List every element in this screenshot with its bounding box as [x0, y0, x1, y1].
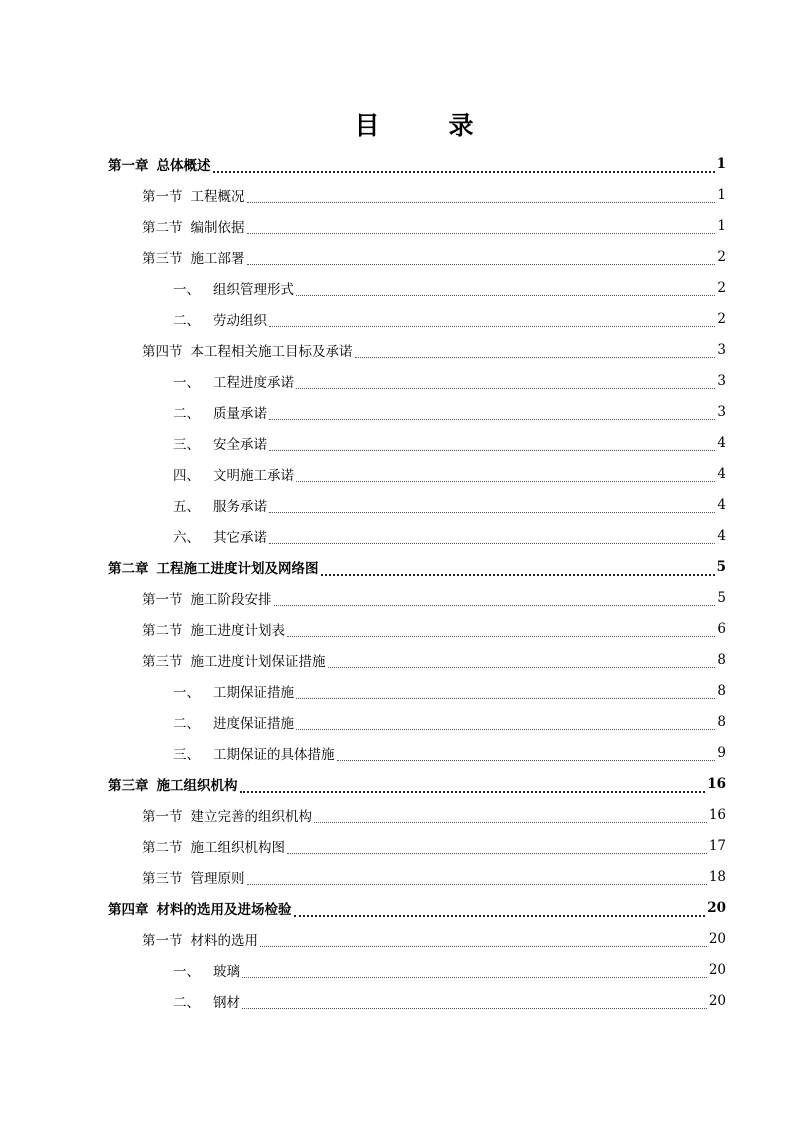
toc-entry-title: 安全承诺: [213, 436, 267, 453]
toc-entry-number: 第一节: [142, 188, 183, 205]
dot-leader: [296, 285, 715, 296]
toc-entry-number: 第三章: [108, 777, 149, 794]
toc-entry-title: 工期保证措施: [213, 684, 294, 701]
toc-entry-title: 工程概况: [190, 188, 245, 205]
toc-entry-number: 第二章: [108, 560, 149, 577]
dot-leader: [314, 812, 707, 823]
toc-entry-page: 2: [717, 310, 726, 327]
toc-entry-title: 材料的选用及进场检验: [156, 901, 292, 918]
dot-leader: [242, 967, 707, 978]
dot-leader: [296, 688, 715, 699]
toc-entry-page: 4: [717, 527, 726, 544]
toc-entry-number: 二、: [173, 994, 200, 1011]
toc-subsection[interactable]: [108, 675, 726, 706]
toc-section[interactable]: [108, 582, 726, 613]
toc-subsection[interactable]: [108, 396, 726, 427]
toc-entry-title: 质量承诺: [213, 405, 267, 422]
toc-entry-page: 4: [717, 434, 726, 451]
toc-entry-page: 20: [708, 961, 726, 978]
dot-leader: [287, 843, 707, 854]
toc-entry-number: 第一节: [142, 808, 183, 825]
toc-entry-number: 第二节: [142, 839, 183, 856]
toc-entry-page: 20: [707, 899, 726, 916]
toc-entry-number: 第四节: [142, 343, 183, 360]
dot-leader: [269, 409, 715, 420]
dot-leader: [260, 936, 707, 947]
toc-subsection[interactable]: [108, 737, 726, 768]
toc-entry-title: 本工程相关施工目标及承诺: [190, 343, 353, 360]
toc-entry-number: 第四章: [108, 901, 149, 918]
dot-leader: [269, 533, 715, 544]
toc-chapter-3[interactable]: [108, 768, 726, 799]
toc-entry-number: 一、: [173, 374, 200, 391]
toc-entry-page: 3: [717, 341, 726, 358]
dot-leader: [355, 347, 716, 358]
toc-section[interactable]: [108, 923, 726, 954]
toc-subsection[interactable]: [108, 985, 726, 1016]
toc-entry-title: 工程进度承诺: [213, 374, 294, 391]
dot-leader: [328, 657, 716, 668]
toc-subsection[interactable]: [108, 954, 726, 985]
dot-leader: [269, 316, 715, 327]
toc-subsection[interactable]: [108, 427, 726, 458]
toc-entry-page: 20: [708, 992, 726, 1009]
dot-leader: [296, 378, 715, 389]
toc-section[interactable]: [108, 644, 726, 675]
toc-entry-number: 一、: [173, 281, 200, 298]
toc-entry-title: 进度保证措施: [213, 715, 294, 732]
dot-leader: [321, 564, 715, 576]
toc-entry-number: 一、: [173, 963, 200, 980]
toc-entry-number: 六、: [173, 529, 200, 546]
toc-chapter-2[interactable]: [108, 551, 726, 582]
toc-entry-number: 第三节: [142, 250, 183, 267]
dot-leader: [269, 440, 715, 451]
toc-entry-page: 2: [717, 248, 726, 265]
toc-entry-number: 二、: [173, 312, 200, 329]
toc-entry-title: 玻璃: [213, 963, 240, 980]
toc-section[interactable]: [108, 241, 726, 272]
table-of-contents: [108, 148, 726, 1016]
toc-entry-number: 一、: [173, 684, 200, 701]
dot-leader: [296, 719, 715, 730]
dot-leader: [287, 626, 715, 637]
toc-entry-title: 工期保证的具体措施: [213, 746, 335, 763]
toc-entry-page: 1: [717, 186, 726, 203]
toc-subsection[interactable]: [108, 489, 726, 520]
toc-chapter-4[interactable]: [108, 892, 726, 923]
dot-leader: [240, 781, 706, 793]
toc-section[interactable]: [108, 334, 726, 365]
dot-leader: [247, 254, 716, 265]
toc-entry-title: 服务承诺: [213, 498, 267, 515]
dot-leader: [247, 874, 707, 885]
dot-leader: [242, 998, 707, 1009]
toc-section[interactable]: [108, 179, 726, 210]
toc-entry-number: 三、: [173, 436, 200, 453]
toc-entry-title: 施工进度计划表: [190, 622, 285, 639]
toc-entry-page: 4: [717, 496, 726, 513]
dot-leader: [213, 161, 715, 173]
toc-entry-number: 二、: [173, 405, 200, 422]
toc-entry-page: 5: [716, 558, 726, 575]
toc-entry-page: 8: [717, 682, 726, 699]
toc-entry-page: 3: [717, 372, 726, 389]
dot-leader: [269, 502, 715, 513]
toc-entry-number: 第三节: [142, 653, 183, 670]
toc-entry-number: 第一章: [108, 157, 149, 174]
toc-entry-number: 第三节: [142, 870, 183, 887]
toc-entry-page: 2: [717, 279, 726, 296]
toc-entry-title: 总体概述: [156, 157, 211, 174]
toc-subsection[interactable]: [108, 365, 726, 396]
toc-section[interactable]: [108, 861, 726, 892]
toc-entry-title: 施工组织机构图: [190, 839, 285, 856]
toc-title: 目 录: [354, 111, 496, 140]
toc-entry-page: 1: [716, 155, 726, 172]
toc-entry-title: 施工进度计划保证措施: [190, 653, 326, 670]
toc-entry-page: 20: [708, 930, 726, 947]
dot-leader: [337, 750, 716, 761]
dot-leader: [247, 223, 716, 234]
toc-subsection[interactable]: [108, 520, 726, 551]
toc-entry-title: 劳动组织: [213, 312, 267, 329]
toc-entry-page: 16: [707, 775, 726, 792]
toc-entry-page: 5: [717, 589, 726, 606]
toc-entry-page: 6: [717, 620, 726, 637]
toc-entry-title: 管理原则: [190, 870, 245, 887]
toc-entry-number: 第二节: [142, 622, 183, 639]
toc-entry-page: 17: [708, 837, 726, 854]
toc-entry-number: 第二节: [142, 219, 183, 236]
toc-entry-title: 施工阶段安排: [190, 591, 272, 608]
toc-entry-number: 五、: [173, 498, 200, 515]
toc-entry-title: 施工组织机构: [156, 777, 238, 794]
toc-subsection[interactable]: [108, 706, 726, 737]
toc-entry-number: 二、: [173, 715, 200, 732]
toc-chapter-1[interactable]: [108, 148, 726, 179]
toc-entry-page: 8: [717, 651, 726, 668]
toc-entry-title: 工程施工进度计划及网络图: [156, 560, 319, 577]
toc-entry-page: 4: [717, 465, 726, 482]
toc-section[interactable]: [108, 210, 726, 241]
toc-subsection[interactable]: [108, 303, 726, 334]
toc-entry-number: 第一节: [142, 932, 183, 949]
toc-entry-page: 9: [717, 744, 726, 761]
toc-entry-page: 3: [717, 403, 726, 420]
toc-entry-number: 三、: [173, 746, 200, 763]
toc-entry-title: 编制依据: [190, 219, 245, 236]
toc-section[interactable]: [108, 613, 726, 644]
toc-entry-number: 四、: [173, 467, 200, 484]
toc-section[interactable]: [108, 830, 726, 861]
toc-entry-title: 建立完善的组织机构: [190, 808, 312, 825]
toc-entry-number: 第一节: [142, 591, 183, 608]
dot-leader: [274, 595, 716, 606]
toc-entry-title: 施工部署: [190, 250, 245, 267]
toc-entry-title: 钢材: [213, 994, 240, 1011]
toc-entry-page: 1: [717, 217, 726, 234]
toc-entry-title: 文明施工承诺: [213, 467, 294, 484]
toc-entry-page: 8: [717, 713, 726, 730]
toc-section[interactable]: [108, 799, 726, 830]
toc-entry-page: 18: [708, 868, 726, 885]
dot-leader: [296, 471, 715, 482]
dot-leader: [294, 905, 706, 917]
toc-entry-page: 16: [708, 806, 726, 823]
toc-subsection[interactable]: [108, 458, 726, 489]
toc-entry-title: 其它承诺: [213, 529, 267, 546]
toc-subsection[interactable]: [108, 272, 726, 303]
toc-entry-title: 材料的选用: [190, 932, 258, 949]
dot-leader: [247, 192, 716, 203]
toc-entry-title: 组织管理形式: [213, 281, 294, 298]
